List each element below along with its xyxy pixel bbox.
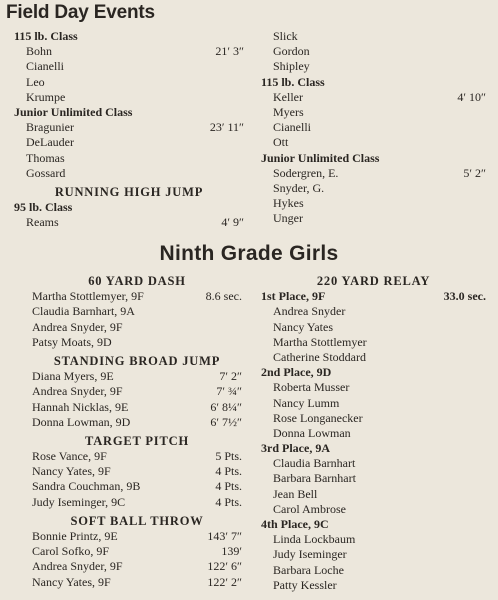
entry-name: Junior Unlimited Class — [261, 150, 380, 165]
entry-row — [261, 380, 486, 395]
entry-name: Snyder, G. — [273, 180, 325, 195]
entry-row — [32, 495, 242, 510]
entry-row — [14, 59, 244, 74]
entry-name: Gossard — [26, 165, 66, 180]
entry-name: Gordon — [273, 44, 310, 59]
entry-name: Martha Stottlemyer — [273, 334, 367, 349]
entry-name: Andrea Snyder — [273, 304, 346, 319]
entry-result: 4′ 9″ — [221, 215, 244, 230]
entry-name: Barbara Loche — [273, 562, 344, 577]
entry-name: Ott — [273, 135, 289, 150]
entry-name: Donna Lowman, 9D — [32, 414, 131, 429]
entry-name: Leo — [26, 74, 45, 89]
entry-row — [32, 575, 242, 590]
right-top-column — [261, 29, 486, 226]
section-title: Ninth Grade Girls — [159, 242, 339, 265]
entry-result: 4 Pts. — [215, 464, 242, 479]
entry-row — [261, 105, 486, 120]
entry-row — [32, 369, 242, 384]
entry-name: RUNNING HIGH JUMP — [54, 184, 204, 199]
entry-name: Myers — [273, 104, 304, 119]
entry-row — [261, 211, 486, 226]
entry-row — [261, 320, 486, 335]
entry-row — [32, 464, 242, 479]
class-heading — [261, 75, 486, 90]
entry-name: 2nd Place, 9D — [261, 365, 332, 380]
entry-result: 5 Pts. — [215, 449, 242, 464]
entry-name: Hannah Nicklas, 9E — [32, 399, 129, 414]
entry-row — [32, 289, 242, 304]
entry-name: Claudia Barnhart, 9A — [32, 304, 135, 319]
event-title — [32, 354, 242, 369]
entry-row — [32, 449, 242, 464]
entry-row — [261, 411, 486, 426]
entry-name: Cianelli — [26, 59, 64, 74]
entry-name: Sandra Couchman, 9B — [32, 479, 141, 494]
entry-result: 33.0 sec. — [443, 289, 486, 304]
entry-name: 115 lb. Class — [261, 74, 325, 89]
entry-name: Andrea Snyder, 9F — [32, 384, 123, 399]
entry-row — [261, 166, 486, 181]
left-top-column — [14, 29, 244, 230]
entry-row — [14, 135, 244, 150]
entry-name: 4th Place, 9C — [261, 517, 329, 531]
entry-row — [261, 181, 486, 196]
entry-row — [261, 59, 486, 74]
entry-name: 3rd Place, 9A — [261, 441, 330, 456]
class-heading — [14, 105, 244, 120]
entry-row — [261, 304, 486, 319]
entry-row — [32, 415, 242, 430]
entry-name: Unger — [273, 211, 303, 226]
entry-name: Jean Bell — [273, 486, 318, 501]
entry-row — [261, 547, 486, 562]
class-heading — [261, 441, 486, 456]
entry-row — [261, 471, 486, 486]
class-heading — [14, 29, 244, 44]
entry-name: Slick — [273, 29, 298, 43]
entry-row — [14, 90, 244, 105]
entry-name: Martha Stottlemyer, 9F — [32, 289, 144, 304]
entry-row — [261, 426, 486, 441]
entry-row — [32, 320, 242, 335]
entry-row — [14, 215, 244, 230]
event-title — [14, 185, 244, 200]
entry-name: Rose Longanecker — [273, 410, 363, 425]
entry-name: Cianelli — [273, 120, 311, 135]
entry-result: 139′ — [221, 544, 242, 559]
entry-row — [261, 90, 486, 105]
entry-name: TARGET PITCH — [85, 433, 189, 448]
entry-row — [261, 196, 486, 211]
entry-name: Barbara Barnhart — [273, 471, 356, 486]
entry-row — [261, 578, 486, 593]
entry-name: Shipley — [273, 59, 310, 74]
entry-name: Nancy Yates — [273, 319, 333, 334]
entry-row — [14, 75, 244, 90]
entry-result: 143′ 7″ — [207, 529, 242, 543]
entry-row — [32, 559, 242, 574]
entry-row — [32, 304, 242, 319]
event-title — [261, 274, 486, 289]
entry-result: 6′ 8¼″ — [210, 399, 242, 414]
entry-name: Bonnie Printz, 9E — [32, 529, 118, 543]
entry-result: 122′ 2″ — [207, 574, 242, 589]
entry-name: Reams — [26, 215, 59, 230]
entry-name: Judy Iseminger — [273, 547, 347, 562]
entry-name: Bragunier — [26, 120, 74, 135]
entry-result: 7′ 2″ — [219, 369, 242, 384]
entry-row — [261, 29, 486, 44]
entry-name: Krumpe — [26, 89, 66, 104]
entry-row — [261, 350, 486, 365]
entry-result: 6′ 7½″ — [210, 414, 242, 429]
entry-row — [261, 120, 486, 135]
entry-row — [32, 529, 242, 544]
entry-row — [261, 502, 486, 517]
entry-name: Donna Lowman — [273, 425, 351, 440]
entry-name: Nancy Yates, 9F — [32, 464, 111, 479]
event-title — [32, 434, 242, 449]
entry-name: Linda Lockbaum — [273, 532, 356, 547]
entry-name: Carol Ambrose — [273, 501, 346, 516]
left-bottom-column — [32, 274, 242, 590]
entry-row — [32, 400, 242, 415]
entry-row — [32, 384, 242, 399]
entry-row — [261, 44, 486, 59]
entry-name: Patsy Moats, 9D — [32, 334, 112, 349]
entry-result: 23′ 11″ — [209, 120, 244, 135]
entry-name: Junior Unlimited Class — [14, 104, 133, 119]
entry-row — [32, 335, 242, 350]
class-heading — [261, 517, 486, 532]
entry-name: 60 YARD DASH — [88, 274, 186, 288]
entry-row — [261, 563, 486, 578]
entry-name: Rose Vance, 9F — [32, 449, 107, 464]
entry-result: 7′ ¾″ — [216, 384, 242, 399]
entry-name: Nancy Lumm — [273, 395, 340, 410]
entry-row — [261, 532, 486, 547]
entry-row — [261, 396, 486, 411]
class-heading — [261, 365, 486, 380]
entry-result: 4 Pts. — [215, 494, 242, 509]
event-title — [32, 514, 242, 529]
entry-result: 122′ 6″ — [207, 559, 242, 574]
entry-result: 5′ 2″ — [463, 165, 486, 180]
entry-name: 220 YARD RELAY — [316, 274, 431, 288]
entry-name: 95 lb. Class — [14, 200, 73, 215]
entry-name: DeLauder — [26, 135, 74, 150]
entry-name: Thomas — [26, 150, 65, 165]
entry-row — [32, 544, 242, 559]
entry-row — [14, 120, 244, 135]
entry-name: Andrea Snyder, 9F — [32, 559, 123, 574]
entry-name: Catherine Stoddard — [273, 349, 366, 364]
entry-name: 115 lb. Class — [14, 29, 78, 43]
entry-row — [32, 479, 242, 494]
entry-name: Roberta Musser — [273, 380, 350, 395]
class-heading — [14, 200, 244, 215]
entry-name: Andrea Snyder, 9F — [32, 319, 123, 334]
entry-name: 1st Place, 9F — [261, 289, 326, 304]
entry-result: 21′ 3″ — [215, 44, 244, 59]
entry-name: Carol Sofko, 9F — [32, 544, 110, 559]
class-heading — [261, 289, 486, 304]
entry-row — [14, 151, 244, 166]
entry-name: Diana Myers, 9E — [32, 369, 114, 384]
page-header: Field Day Events — [6, 2, 155, 23]
entry-row — [261, 335, 486, 350]
entry-row — [14, 44, 244, 59]
entry-name: Bohn — [26, 44, 53, 59]
entry-name: SOFT BALL THROW — [70, 513, 204, 528]
entry-result: 4′ 10″ — [457, 89, 486, 104]
entry-name: Keller — [273, 89, 303, 104]
event-title — [32, 274, 242, 289]
entry-name: Nancy Yates, 9F — [32, 574, 111, 589]
entry-name: Judy Iseminger, 9C — [32, 494, 126, 509]
entry-name: Claudia Barnhart — [273, 456, 356, 471]
entry-name: Hykes — [273, 196, 304, 211]
entry-name: Patty Kessler — [273, 577, 337, 592]
entry-row — [261, 487, 486, 502]
entry-name: STANDING BROAD JUMP — [53, 353, 221, 368]
entry-row — [14, 166, 244, 181]
entry-name: Sodergren, E. — [273, 165, 339, 180]
right-bottom-column — [261, 274, 486, 593]
entry-row — [261, 456, 486, 471]
entry-result: 8.6 sec. — [205, 289, 242, 304]
entry-result: 4 Pts. — [215, 479, 242, 494]
class-heading — [261, 151, 486, 166]
entry-row — [261, 135, 486, 150]
